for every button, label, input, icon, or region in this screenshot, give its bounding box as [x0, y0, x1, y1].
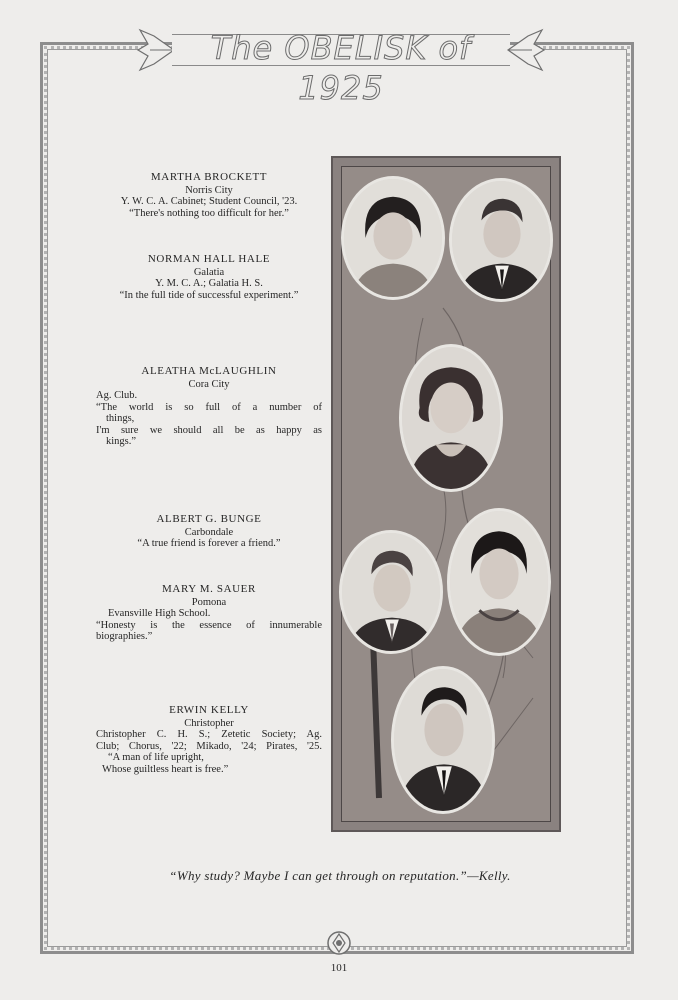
student-motto-line: “Honesty is the essence of innumerable [96, 619, 322, 631]
student-motto: “In the full tide of successful experiment.” [119, 289, 299, 301]
photo-panel [331, 156, 561, 832]
portrait-woman-icon [402, 347, 500, 489]
student-name: ERWIN KELLY [169, 704, 249, 716]
student-motto-line: kings.” [106, 436, 137, 447]
student-portrait [391, 666, 495, 814]
student-entry [96, 705, 322, 775]
student-hometown: Norris City [185, 184, 233, 196]
portrait-man-icon [394, 669, 492, 811]
student-portrait [449, 178, 553, 302]
student-activities: Y. W. C. A. Cabinet; Student Council, '23. [120, 196, 298, 207]
banner-right-ornament [506, 26, 546, 74]
student-hometown: Pomona [191, 596, 227, 608]
student-entry [96, 514, 322, 550]
student-entry [96, 254, 322, 301]
student-portrait [339, 530, 443, 654]
student-portrait [341, 176, 445, 300]
student-hometown: Christopher [184, 717, 234, 729]
student-entry [96, 172, 322, 219]
student-activities: Evansville High School. [108, 608, 211, 619]
student-hometown: Cora City [188, 378, 230, 390]
student-activities: Club; Chorus, '22; Mikado, '24; Pirates, '25. [96, 740, 322, 752]
page-number: 101 [330, 962, 348, 974]
student-name: ALEATHA McLAUGHLIN [141, 365, 277, 377]
portrait-woman-icon [344, 179, 442, 297]
student-activities: Ag. Club. [96, 390, 138, 401]
header-banner [136, 26, 546, 107]
portrait-woman-icon [450, 511, 548, 653]
student-hometown: Carbondale [184, 526, 234, 538]
student-motto-line: biographies.” [96, 631, 153, 642]
student-activities: Y. M. C. A.; Galatia H. S. [155, 278, 263, 289]
student-entry [96, 584, 322, 643]
student-name: ALBERT G. BUNGE [156, 513, 262, 525]
student-motto-line: things, [106, 413, 135, 424]
student-motto-line: “A man of life upright, [108, 752, 204, 763]
student-motto-line: “The world is so full of a number of [96, 401, 322, 413]
page-quote: “Why study? Maybe I can get through on reputation.”—Kelly. [169, 868, 511, 883]
portrait-man-icon [452, 181, 550, 299]
student-portrait [399, 344, 503, 492]
bottom-ornament [321, 928, 357, 958]
yearbook-title: The OBELISK of 1925 [210, 29, 472, 107]
student-motto-line: Whose guiltless heart is free.” [102, 763, 229, 775]
student-motto-line: I'm sure we should all be as happy as [96, 424, 322, 436]
student-name: MARY M. SAUER [162, 583, 256, 595]
student-name: NORMAN HALL HALE [147, 253, 271, 265]
student-motto: “There's nothing too difficult for her.” [129, 207, 289, 219]
student-motto: “A true friend is forever a friend.” [137, 538, 281, 549]
student-hometown: Galatia [193, 266, 225, 278]
student-entry [96, 366, 322, 448]
portrait-man-icon [342, 533, 440, 651]
student-name: MARTHA BROCKETT [150, 171, 268, 183]
student-activities: Christopher C. H. S.; Zetetic Society; Ag. [96, 729, 322, 740]
banner-left-ornament [136, 26, 176, 74]
student-portrait [447, 508, 551, 656]
